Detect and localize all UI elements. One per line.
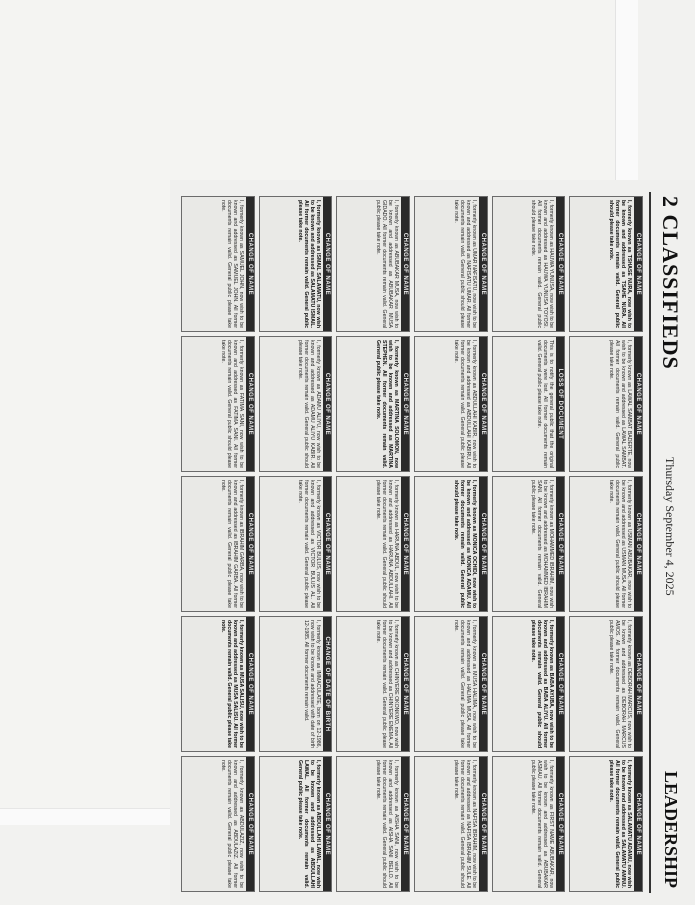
notice-heading: CHANGE OF NAME — [479, 477, 487, 611]
notice-text: I, formerly known as IMMACULATE, born on 12-1986, now wish to be known and addressed with date of birth 12-1985. All former documents remain valid. — [303, 620, 322, 748]
notice-text: I, formerly known as USMAN ABUBAKAR, now wish to be known and addressed as USMAN MUSA. All former documents remain valid. General public should please take note. — [608, 480, 632, 608]
notice-heading: CHANGE OF NAME — [401, 757, 409, 891]
notice-text: I, formerly known as MUSA HALIMA, now wish to be known and addressed as HALIMA MUSA. All former documents remain valid. General public please take note. — [452, 620, 477, 748]
classified-notice — [336, 616, 410, 752]
classified-notice — [492, 196, 566, 332]
classified-notice — [569, 756, 643, 892]
classified-notice — [492, 476, 566, 612]
classified-notice — [259, 756, 333, 892]
notice-text: I, formerly known as LAWAL SAMBAT BADERTE, now wish to be known and addressed as LAWAL SAMBAT. All former documents remain valid. General public please take note. — [608, 340, 632, 468]
notice-heading: CHANGE OF NAME — [246, 197, 254, 331]
notice-text: I, formerly known as SAMUEL JOHN, now wish to be known and addressed as SAMUEL JOHN. All former documents remain valid. General public please take note. — [219, 200, 244, 328]
notice-heading: CHANGE OF NAME — [401, 197, 409, 331]
notice-heading: CHANGE OF DATE OF BIRTH — [323, 617, 331, 751]
notice-heading: CHANGE OF NAME — [401, 617, 409, 751]
notice-text: I, formerly known as ABDULLAHI KABIR, now wish to be known and addressed as ABDULLAHI KABIRU. All former documents remain valid. General public please take note. — [452, 340, 477, 468]
brand-logo — [660, 771, 681, 888]
notice-text: I, formerly known as MUSA SALISU, now wish to be known and addressed as MUSA SALISU. All former documents remain valid. General public please take note. — [219, 620, 244, 748]
classified-notice — [259, 336, 333, 472]
notice-heading: CHANGE OF NAME — [401, 337, 409, 471]
notice-text: I, formerly known as BABA AYUBA, now wish to be known and addressed as BABA ALIYU. All former documents remain valid. General public should please take note. — [530, 620, 555, 748]
notice-heading: CHANGE OF NAME — [634, 617, 642, 751]
page-label: 2 CLASSIFIEDS — [658, 196, 683, 370]
classified-notice — [181, 196, 255, 332]
classified-grid — [181, 196, 643, 892]
issue-date: Thursday September 4, 2025 — [663, 457, 677, 596]
notice-text: I, formerly known as MARTINA SOLOMON, now wish to be known and addressed as MARTINA STEPHEN. All former documents remain valid. General public please take note. — [375, 340, 400, 468]
classified-notice — [492, 756, 566, 892]
classified-notice — [569, 476, 643, 612]
classified-notice — [569, 196, 643, 332]
notice-heading: LOSS OF DOCUMENT — [556, 337, 564, 471]
notice-heading: CHANGE OF NAME — [479, 617, 487, 751]
notice-heading: CHANGE OF NAME — [323, 337, 331, 471]
classified-notice — [414, 476, 488, 612]
classified-notice — [569, 616, 643, 752]
notice-text: I, formerly known as MONICA OCHIDI, now wish to be known and addressed as MONICA ADAMU. All former documents remain valid. General public should please take note. — [452, 480, 477, 608]
notice-heading: CHANGE OF NAME — [246, 477, 254, 611]
newspaper-sheet — [170, 180, 695, 905]
notice-text: I, formerly known as HARUNA ABDUL, now wish to be known and addressed as HARUNA ABDULLAHI. All former documents remain valid. General public should please take note. — [375, 480, 400, 608]
classified-notice — [259, 476, 333, 612]
notice-text: I, formerly known as ABDULLAHI LAWAL, now wish to be known and addressed as ABDULLAHI LAWAL. All former documents remain valid. General public please take note. — [297, 760, 322, 888]
classified-notice — [569, 336, 643, 472]
masthead-rule — [649, 192, 651, 893]
notice-heading: CHANGE OF NAME — [556, 477, 564, 611]
notice-text: I, formerly known as ISMAIL SALAMATU, now wish to be known and addressed as SALAMATU ISMAIL. All former documents remain valid. General public please take note. — [297, 200, 322, 328]
notice-text: I, formerly known as SALAMATU ADAMU, now wish to be known and addressed as SALAMATU AMINU. All former documents remain valid. General public please take note. — [608, 760, 632, 888]
masthead — [647, 192, 687, 892]
notice-heading: CHANGE OF NAME — [479, 197, 487, 331]
notice-heading: CHANGE OF NAME — [634, 757, 642, 891]
classified-notice — [181, 756, 255, 892]
notice-heading: CHANGE OF NAME — [246, 617, 254, 751]
classified-notice — [414, 336, 488, 472]
classified-notice — [181, 616, 255, 752]
classified-notice — [336, 196, 410, 332]
classified-notice — [336, 476, 410, 612]
notice-heading: CHANGE OF NAME — [323, 477, 331, 611]
notice-text: I, formerly known as MOHAMMED IBRAHIM, now wish to be known and addressed as MOHAMMED IBRAHIM SANI. All former documents remain valid. General public please take note. — [530, 480, 555, 608]
classified-notice — [259, 616, 333, 752]
notice-text: I, formerly known as ADAMU ALIYU, now wish to be known and addressed as ADAMU ALIYU KABIR. All former documents remain valid. General public should please take note. — [297, 340, 322, 468]
classified-notice — [492, 616, 566, 752]
notice-heading: CHANGE OF NAME — [246, 757, 254, 891]
notice-text: I, formerly known as TSHASE NURA, now wish to be known and addressed as TSAHE NURA. All former documents remain valid. General public should please take note. — [608, 200, 632, 328]
notice-text: I, formerly known as UMAR NAFISATU, now wish to be known and addressed as NAFISATU UMAR. All former documents remain valid. General public should please take note. — [452, 200, 477, 328]
notice-heading: CHANGE OF NAME — [634, 477, 642, 611]
notice-text: This is to notify the general public that the original documents were lost. All former documents remain valid. General public please take note. — [536, 340, 555, 468]
classified-notice — [336, 336, 410, 472]
notice-heading: CHANGE OF NAME — [323, 757, 331, 891]
notice-heading: CHANGE OF NAME — [479, 337, 487, 471]
classified-notice — [414, 616, 488, 752]
notice-heading: CHANGE OF NAME — [401, 477, 409, 611]
notice-heading: CHANGE OF NAME — [479, 757, 487, 891]
notice-heading: CHANGE OF NAME — [556, 757, 564, 891]
classified-notice — [181, 336, 255, 472]
classified-notice — [181, 476, 255, 612]
notice-text: I, formerly known as DEBORAH MARCUS, now wish to be known and addressed as DEBORAH MARCUS AMOS. All former documents remain valid. General public please take note. — [608, 620, 632, 748]
notice-heading: CHANGE OF NAME — [634, 337, 642, 471]
notice-heading: CHANGE OF NAME — [634, 197, 642, 331]
classified-notice — [259, 196, 333, 332]
notice-text: I, formerly known as AISHA SANI, now wish to be known and addressed as AISHA SANI BELLO. All former documents remain valid. General public should please take note. — [375, 760, 400, 888]
classified-notice — [336, 756, 410, 892]
notice-text: I, formerly known as ABUBAKAR MUSA, now wish to be known and addressed as ABUBAKAR MUSA GIDADO. All former documents remain valid. General public please take note. — [375, 200, 400, 328]
notice-heading: CHANGE OF NAME — [556, 197, 564, 331]
classified-notice — [492, 336, 566, 472]
notice-text: I, formerly known as IBRAHIM GARBA, now wish to be known and addressed as IBRAHIM GARBA. All former documents remain valid. General public please take note. — [219, 480, 244, 608]
notice-text: I, formerly known as NAFISA IBRAHIM, now wish to be known and addressed as NAFISA IBRAHIM SULE. All former documents remain valid. General public should please take note. — [452, 760, 477, 888]
notice-heading: CHANGE OF NAME — [246, 337, 254, 471]
notice-text: I, formerly known as HAUWA YUNUSA, now wish to be known and addressed as HAUWA YUNUSA TOYOSI. All former documents remain valid. General public should please take note. — [530, 200, 555, 328]
classified-notice — [414, 756, 488, 892]
notice-heading: CHANGE OF NAME — [556, 617, 564, 751]
notice-text: I, formerly known as ABDULAZIZ, now wish to be known and addressed as ABDULAZIZ. All former documents remain valid. General public please take note. — [219, 760, 244, 888]
notice-text: I, formerly known as FIRST NAME ABUBAKAR, now wish to be known and addressed as ABUBAKAR ASMAU. All former documents remain valid. General public please take note. — [530, 760, 555, 888]
notice-text: I, formerly known as CHINYERE OKONKWO, now wish to be known and addressed as CHINYERE ENEMA. All former documents remain valid. General public please take note. — [375, 620, 400, 748]
notice-heading: CHANGE OF NAME — [323, 197, 331, 331]
classified-notice — [414, 196, 488, 332]
notice-text: I, formerly known as FATIMA SANI, now wish to be known and addressed as FATIMA SANI. All former documents remain valid. General public should please take note. — [219, 340, 244, 468]
brand-name: LEADERSHIP — [661, 770, 681, 888]
notice-text: I, formerly known as VICTOR BULUS, now wish to be known and addressed as VICTOR BULUS AL. All former documents remain valid. General public please take note. — [297, 480, 322, 608]
